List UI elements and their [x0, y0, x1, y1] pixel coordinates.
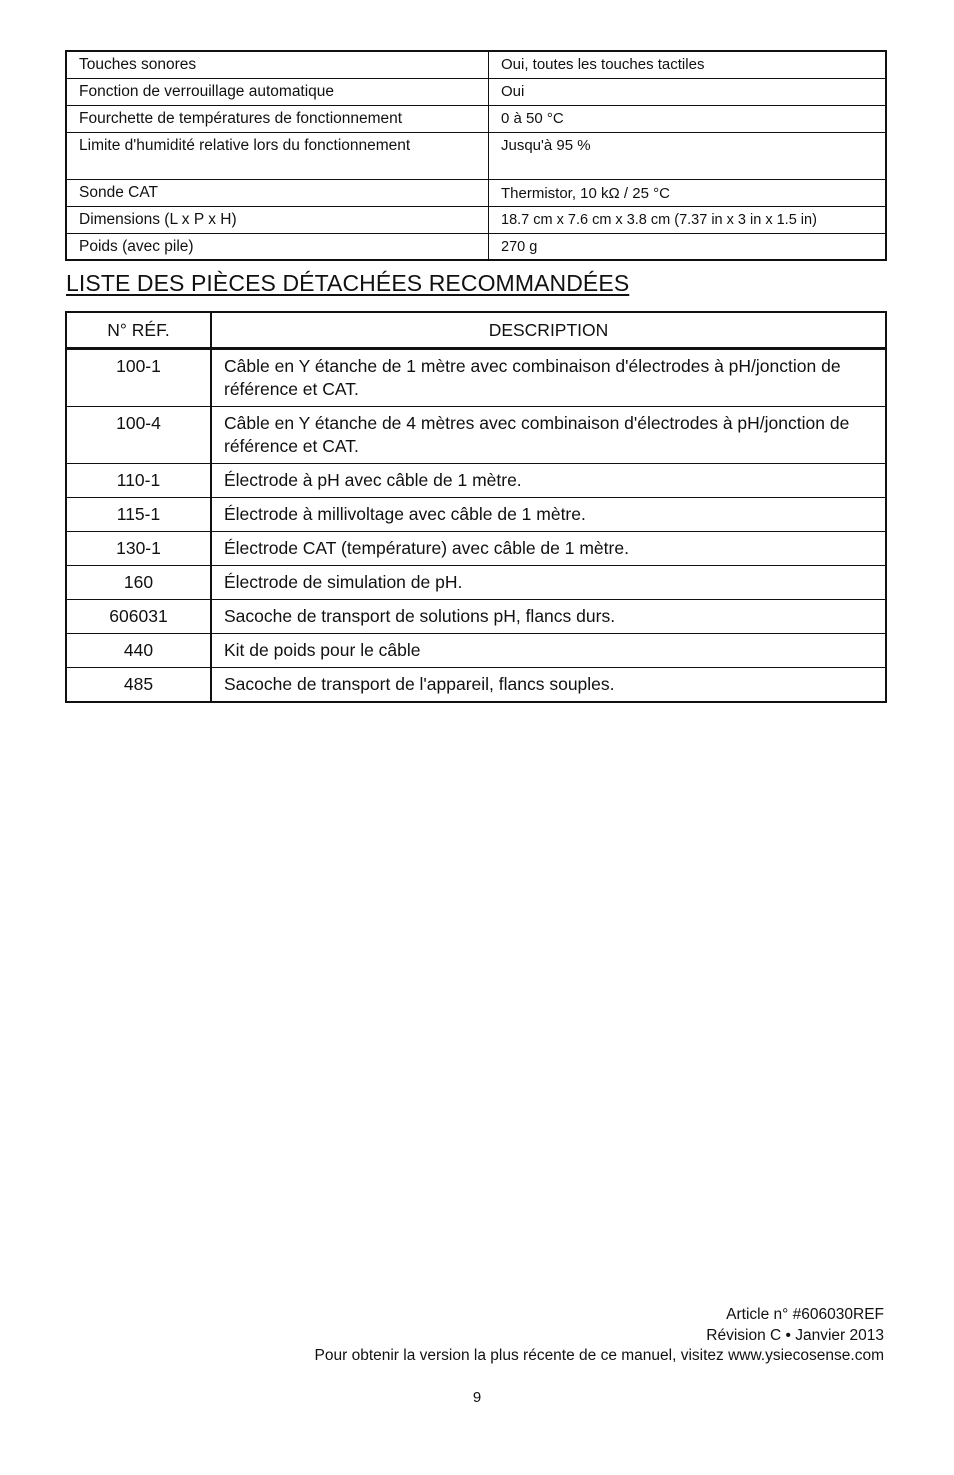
spec-row-humidity-limit [66, 132, 886, 179]
parts-table-header [66, 312, 886, 349]
part-description: Câble en Y étanche de 4 mètres avec combinaison d'électrodes à pH/jonction de référence et CAT. [211, 407, 886, 464]
spec-row-audible-keys [66, 51, 886, 78]
parts-list-heading: LISTE DES PIÈCES DÉTACHÉES RECOMMANDÉES [66, 270, 630, 296]
table-row [66, 634, 886, 668]
spec-label: Poids (avec pile) [66, 233, 489, 260]
spec-label: Dimensions (L x P x H) [66, 206, 489, 233]
table-row [66, 349, 886, 407]
spec-row-auto-lock [66, 78, 886, 105]
spec-row-weight [66, 233, 886, 260]
part-ref: 100-4 [66, 407, 211, 464]
part-description: Électrode de simulation de pH. [211, 566, 886, 600]
spec-value: Jusqu'à 95 % [489, 132, 887, 179]
spec-label: Sonde CAT [66, 179, 489, 206]
part-ref: 100-1 [66, 349, 211, 407]
part-ref: 440 [66, 634, 211, 668]
spec-row-operating-temperature [66, 105, 886, 132]
article-number: Article n° #606030REF [726, 1306, 884, 1323]
page-number: 9 [472, 1389, 482, 1406]
revision-date: Révision C • Janvier 2013 [706, 1326, 884, 1344]
part-description: Électrode CAT (température) avec câble de 1 mètre. [211, 532, 886, 566]
spec-value: Oui, toutes les touches tactiles [489, 51, 887, 78]
part-description: Kit de poids pour le câble [211, 634, 886, 668]
table-row [66, 532, 886, 566]
spec-row-atc-probe [66, 179, 886, 206]
part-ref: 115-1 [66, 498, 211, 532]
table-row [66, 407, 886, 464]
part-ref: 606031 [66, 600, 211, 634]
spec-value: 270 g [489, 233, 887, 260]
part-description: Électrode à pH avec câble de 1 mètre. [211, 464, 886, 498]
spec-label: Touches sonores [66, 51, 489, 78]
website-note: Pour obtenir la version la plus récente de ce manuel, visitez www.ysiecosense.com [314, 1347, 884, 1364]
part-description: Sacoche de transport de solutions pH, flancs durs. [211, 600, 886, 634]
part-description: Sacoche de transport de l'appareil, flancs souples. [211, 668, 886, 703]
part-description: Électrode à millivoltage avec câble de 1 mètre. [211, 498, 886, 532]
spec-label: Limite d'humidité relative lors du fonctionnement [66, 132, 489, 179]
part-ref: 130-1 [66, 532, 211, 566]
specifications-table [65, 50, 887, 261]
part-ref: 110-1 [66, 464, 211, 498]
spec-label: Fonction de verrouillage automatique [66, 78, 489, 105]
parts-table [65, 311, 887, 703]
table-row [66, 566, 886, 600]
spec-value: Oui [489, 78, 887, 105]
part-description: Câble en Y étanche de 1 mètre avec combinaison d'électrodes à pH/jonction de référence et CAT. [211, 349, 886, 407]
document-footer [315, 1305, 884, 1367]
spec-value: 0 à 50 °C [489, 105, 887, 132]
spec-value: Thermistor, 10 kΩ / 25 °C [489, 179, 887, 206]
table-row [66, 600, 886, 634]
part-ref: 485 [66, 668, 211, 703]
table-row [66, 668, 886, 703]
table-row [66, 464, 886, 498]
column-header-description: DESCRIPTION [211, 312, 886, 349]
spec-label: Fourchette de températures de fonctionnement [66, 105, 489, 132]
spec-row-dimensions [66, 206, 886, 233]
spec-value: 18.7 cm x 7.6 cm x 3.8 cm (7.37 in x 3 in x 1.5 in) [489, 206, 887, 233]
table-row [66, 498, 886, 532]
part-ref: 160 [66, 566, 211, 600]
column-header-ref: N° RÉF. [66, 312, 211, 349]
